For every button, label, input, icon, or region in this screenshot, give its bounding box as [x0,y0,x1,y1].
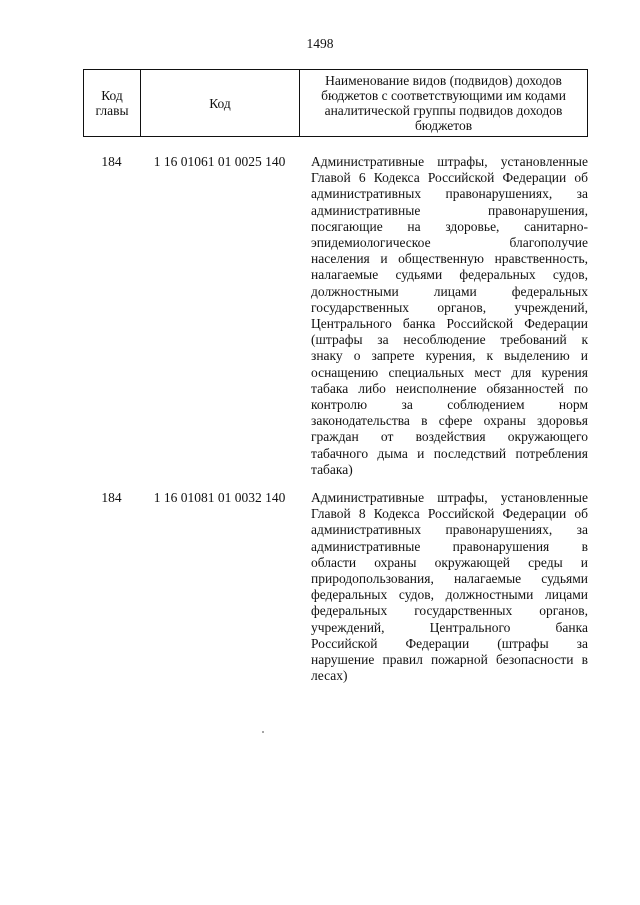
scan-speck [262,731,264,733]
income-name-line: Центрального банка Российской Федерации [311,316,588,332]
chapter-code: 184 [101,490,122,505]
header-income-name-line: бюджетов с соответствующими им кодами [321,88,566,103]
income-name-line: государственных органов, учреждений, [311,299,588,315]
header-chapter-code [84,70,141,136]
income-name-line: знаку о запрете курения, к выделению и [311,348,588,364]
header-code: Код [141,70,300,136]
income-name-line: табака) [311,461,353,477]
income-name-line: населения и общественную нравственность, [311,251,588,267]
income-name-line: посягающие на здоровье, санитарно- [311,218,588,234]
budget-code: 1 16 01061 01 0025 140 [153,154,286,169]
income-name-line: эпидемиологическое благополучие [311,235,588,251]
income-name [311,154,588,478]
income-name-line: налагаемые судьями федеральных судов, [311,267,588,283]
income-name-line: (штрафы за несоблюдение требований к [311,332,588,348]
income-name-line: федеральных судов, должностными лицами [311,587,588,603]
income-name-line: Административные штрафы, установленные [311,154,588,169]
income-name-line: Главой 8 Кодекса Российской Федерации об [311,506,588,522]
income-name-line: административные правонарушения, [311,202,588,218]
header-chapter-code-line-1: Код [101,88,123,103]
header-income-name-line: аналитической группы подвидов доходов [324,103,563,118]
page-number: 1498 [306,36,334,51]
income-name-line: оснащению специальных мест для курения [311,364,588,380]
income-name-line: Административные штрафы, установленные [311,490,588,505]
header-income-name-line: бюджетов [414,118,473,133]
budget-code: 1 16 01081 01 0032 140 [153,490,286,505]
income-name-line: Главой 6 Кодекса Российской Федерации об [311,170,588,186]
income-name-line: административных правонарушениях, за [311,186,588,202]
income-name-line: граждан от воздействия окружающего [311,429,588,445]
income-name-line: табака либо неисполнение обязанностей по [311,380,588,396]
income-name-line: нарушение правил пожарной безопасности в [311,652,588,668]
chapter-code: 184 [101,154,122,169]
header-income-name [300,70,587,136]
income-name-line: административных правонарушениях, за [311,522,588,538]
income-name [311,490,588,684]
header-chapter-code-line-2: главы [95,103,129,118]
income-name-line: контролю за соблюдением норм [311,397,588,413]
income-name-line: Российской Федерации (штрафы за [311,635,588,651]
income-name-line: учреждений, Центрального банка [311,619,588,635]
income-name-line: федеральных государственных органов, [311,603,588,619]
income-name-line: административные правонарушения в [311,538,588,554]
income-name-line: области охраны окружающей среды и [311,554,588,570]
income-name-line: законодательства в сфере охраны здоровья [311,413,588,429]
income-name-line: лесах) [311,668,348,684]
table-header [83,69,588,137]
income-name-line: должностными лицами федеральных [311,283,588,299]
income-name-line: табачного дыма и последствий потребления [311,445,588,461]
income-name-line: природопользования, налагаемые судьями [311,571,588,587]
header-income-name-line: Наименование видов (подвидов) доходов [325,73,562,88]
